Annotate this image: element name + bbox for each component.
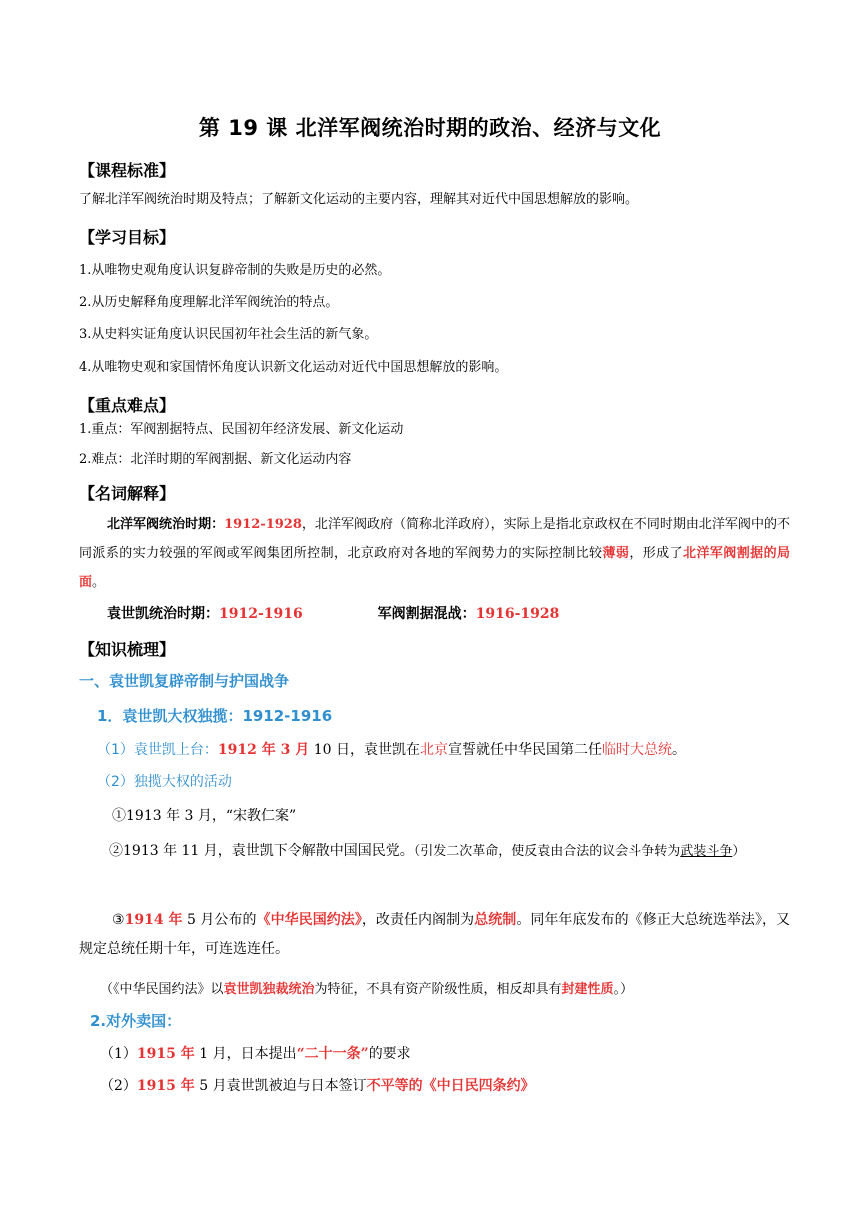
- section-heading-knowledge: 【知识梳理】: [79, 640, 176, 659]
- term-end: 。: [92, 575, 106, 590]
- term-periods: [107, 600, 790, 629]
- subsection-1-title: 1．袁世凯大权独揽：1912-1916: [97, 707, 333, 725]
- term-result: 北洋军阀割据的局面: [79, 546, 790, 590]
- curriculum-text: 了解北洋军阀统治时期及特点；了解新文化运动的主要内容，理解其对近代中国思想解放的影响。: [79, 192, 639, 207]
- text: 。: [671, 742, 686, 758]
- system-highlight: 总统制: [474, 912, 517, 928]
- text: 宣誓就任中华民国第二任: [447, 742, 602, 758]
- goal-item: 1.从唯物史观角度认识复辟帝制的失败是历史的必然。: [79, 263, 391, 278]
- text: 5 月袁世凯被迫与日本签订: [194, 1078, 367, 1094]
- yuan-takes-office: [97, 736, 790, 765]
- note-highlight-2: 封建性质: [561, 982, 614, 997]
- text: 。）: [613, 982, 634, 997]
- period-years-warlord: 1916-1928: [475, 606, 560, 622]
- term-text: ，北洋军阀政府（简称北洋政府），实际上是指北京政权在不同时期由北洋军阀中的不同派系的实力较强的军阀或军阀集团所控制，北京政府对各地的军阀势力的实际控制比较: [79, 517, 790, 561]
- goal-item: 2.从历史解释角度理解北洋军阀统治的特点。: [79, 295, 339, 310]
- period-years-yuan: 1912-1916: [219, 606, 303, 622]
- note-highlight-1: 袁世凯独裁统治: [223, 982, 315, 997]
- section-heading-keypoints: 【重点难点】: [79, 396, 176, 415]
- period-label-warlord: 军阀割据混战：: [377, 606, 476, 622]
- text: 10 日，袁世凯在: [309, 742, 420, 758]
- text: 为特征，不具有资产阶级性质，相反却具有: [314, 982, 562, 997]
- year-highlight: 1914 年: [124, 912, 183, 928]
- page-title: 第 19 课 北洋军阀统治时期的政治、经济与文化: [198, 116, 662, 140]
- treaty-item-2: [100, 1072, 790, 1101]
- keypoint-item: 2.难点：北洋时期的军阀割据、新文化运动内容: [79, 452, 352, 467]
- text: （引发二次革命，使反袁由合法的议会斗争转为: [413, 844, 681, 859]
- term-label: 北洋军阀统治时期：: [107, 517, 225, 532]
- post-highlight: 临时大总统: [601, 742, 672, 758]
- constitution-note: [100, 975, 790, 1004]
- text: 的要求: [368, 1046, 411, 1062]
- year-highlight: 1915 年: [136, 1078, 195, 1094]
- item-label: （1）袁世凯上台：: [97, 742, 218, 758]
- text: ②1913 年 11 月，袁世凯下令解散中国国民党。: [109, 843, 414, 859]
- section-heading-goals: 【学习目标】: [79, 228, 176, 247]
- term-weak: 薄弱: [602, 546, 630, 561]
- term-paragraph: [79, 510, 790, 597]
- activity-1: ①1913 年 3 月，“宋教仁案”: [112, 808, 297, 824]
- power-activities-label: （2）独揽大权的活动: [97, 774, 232, 790]
- keypoint-item: 1.重点：军阀割据特点、民国初年经济发展、新文化运动: [79, 422, 404, 437]
- term-years: 1912-1928: [224, 517, 302, 532]
- text: （1）: [100, 1046, 137, 1062]
- date-highlight: 1912 年 3 月: [217, 742, 310, 758]
- subsection-2-title: 2.对外卖国：: [90, 1012, 182, 1030]
- text: 5 月公布的: [182, 912, 257, 928]
- text: （2）: [100, 1078, 137, 1094]
- part1-heading: 一、袁世凯复辟帝制与护国战争: [79, 672, 290, 690]
- section-heading-terms: 【名词解释】: [79, 484, 176, 503]
- text: 。同年年底发布的《修正大总统选举法》，又规定总统任期十年，可连选连任。: [79, 912, 791, 957]
- text: （《中华民国约法》以: [100, 982, 224, 997]
- text: ）: [732, 844, 746, 859]
- text: ③: [112, 912, 125, 928]
- activity-2: [79, 837, 790, 866]
- activity-3: [79, 906, 790, 964]
- law-highlight: 《中华民国约法》: [256, 912, 362, 928]
- treaty-item-1: [100, 1040, 790, 1069]
- term-mid: ，形成了: [629, 546, 684, 561]
- section-heading-curriculum: 【课程标准】: [79, 161, 176, 180]
- armed-struggle: 武装斗争: [680, 844, 733, 859]
- text: 1 月，日本提出: [194, 1046, 297, 1062]
- goal-item: 4.从唯物史观和家国情怀角度认识新文化运动对近代中国思想解放的影响。: [79, 360, 508, 375]
- goal-item: 3.从史料实证角度认识民国初年社会生活的新气象。: [79, 327, 378, 342]
- treaty-highlight: 不平等的《中日民四条约》: [366, 1078, 535, 1094]
- place-highlight: 北京: [419, 742, 448, 758]
- demand-highlight: “二十一条”: [296, 1046, 369, 1062]
- period-label-yuan: 袁世凯统治时期：: [107, 606, 219, 622]
- year-highlight: 1915 年: [136, 1046, 195, 1062]
- text: ，改责任内阁制为: [361, 912, 475, 928]
